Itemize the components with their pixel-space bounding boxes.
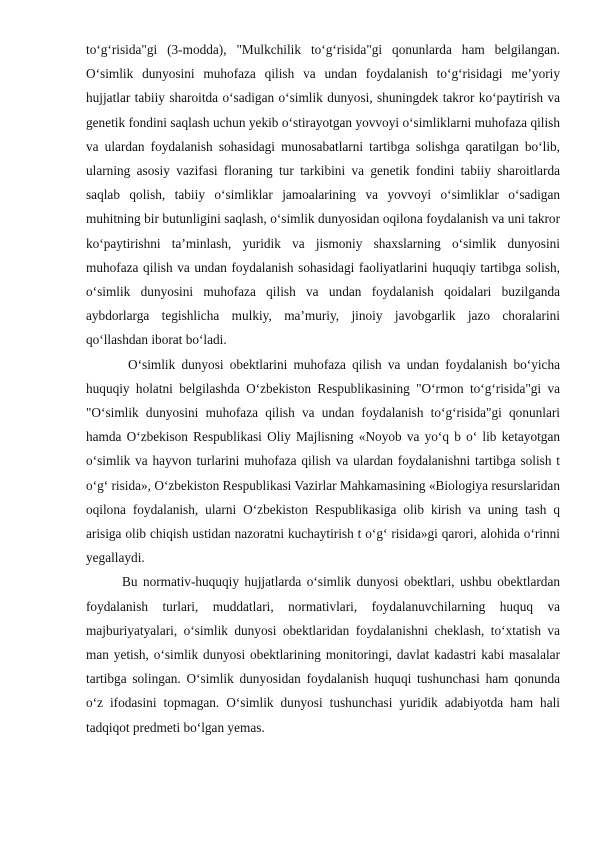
paragraph-1: to‘g‘risida"gi (3-modda), "Mulkchilik to‘g‘risida"gi qonunlarda ham belgilangan. O‘simlik dunyosini muhofaza qilish va undan foydalanish to‘g‘risidagi me’yoriy hujjatlar tabiiy sharoitda o‘sadigan o‘simlik dunyosi, shuningdek takror ko‘paytirish va genetik fondini saqlash uchun yekib o‘stirayotgan yovvoyi o‘simliklarni muhofaza qilish va ulardan foydalanish sohasidagi munosabatlarni tartibga solishga qaratilgan bo‘lib, ularning asosiy vazifasi floraning tur tarkibini va genetik fondini tabiiy sharoitlarda saqlab qolish, tabiiy o‘simliklar jamoalarining va yovvoyi o‘simliklar o‘sadigan muhitning bir butunligini saqlash, o‘simlik dunyosidan oqilona foydalanish va uni takror ko‘paytirishni ta’minlash, yuridik va jismoniy shaxslarning o‘simlik dunyosini muhofaza qilish va undan foydalanish sohasidagi faoliyatlarini huquqiy tartibga solish, o‘simlik dunyosini muhofaza qilish va undan foydalanish qoidalari buzilganda aybdorlarga tegishlicha mulkiy, ma’muriy, jinoiy javobgarlik jazo choralarini qo‘llashdan iborat bo‘ladi. [86,42,560,348]
paragraph-3: Bu normativ-huquqiy hujjatlarda o‘simlik dunyosi obektlari, ushbu obektlardan foydalanish turlari, muddatlari, normativlari, foydalanuvchilarning huquq va majburiyatyalari, o‘simlik dunyosi obektlaridan foydalanishni cheklash, to‘xtatish va man yetish, o‘simlik dunyosi obektlarining monitoringi, davlat kadastri kabi masalalar tartibga solingan. O‘simlik dunyosidan foydalanish huquqi tushunchasi ham qonunda o‘z ifodasini topmagan. O‘simlik dunyosi tushunchasi yuridik adabiyotda ham hali tadqiqot predmeti bo‘lgan yemas. [86,574,560,735]
document-page [86,38,560,740]
paragraph-2: O‘simlik dunyosi obektlarini muhofaza qilish va undan foydalanish bo‘yicha huquqiy holatni belgilashda O‘zbekiston Respublikasining "O‘rmon to‘g‘risida"gi va "O‘simlik dunyosini muhofaza qilish va undan foydalanish to‘g‘risida"gi qonunlari hamda O‘zbekison Respublikasi Oliy Majlisning «Noyob va yo‘q b o‘ lib ketayotgan o‘simlik va hayvon turlarini muhofaza qilish va ulardan foydalanishni tartibga solish t o‘g‘ risida», O‘zbekiston Respublikasi Vazirlar Mahkamasining «Biologiya resurslaridan oqilona foydalanish, ularni O‘zbekiston Respublikasiga olib kirish va uning tash q arisiga olib chiqish ustidan nazoratni kuchaytirish t o‘g‘ risida»gi qarori, alohida o‘rinni yegallaydi. [86,356,560,566]
